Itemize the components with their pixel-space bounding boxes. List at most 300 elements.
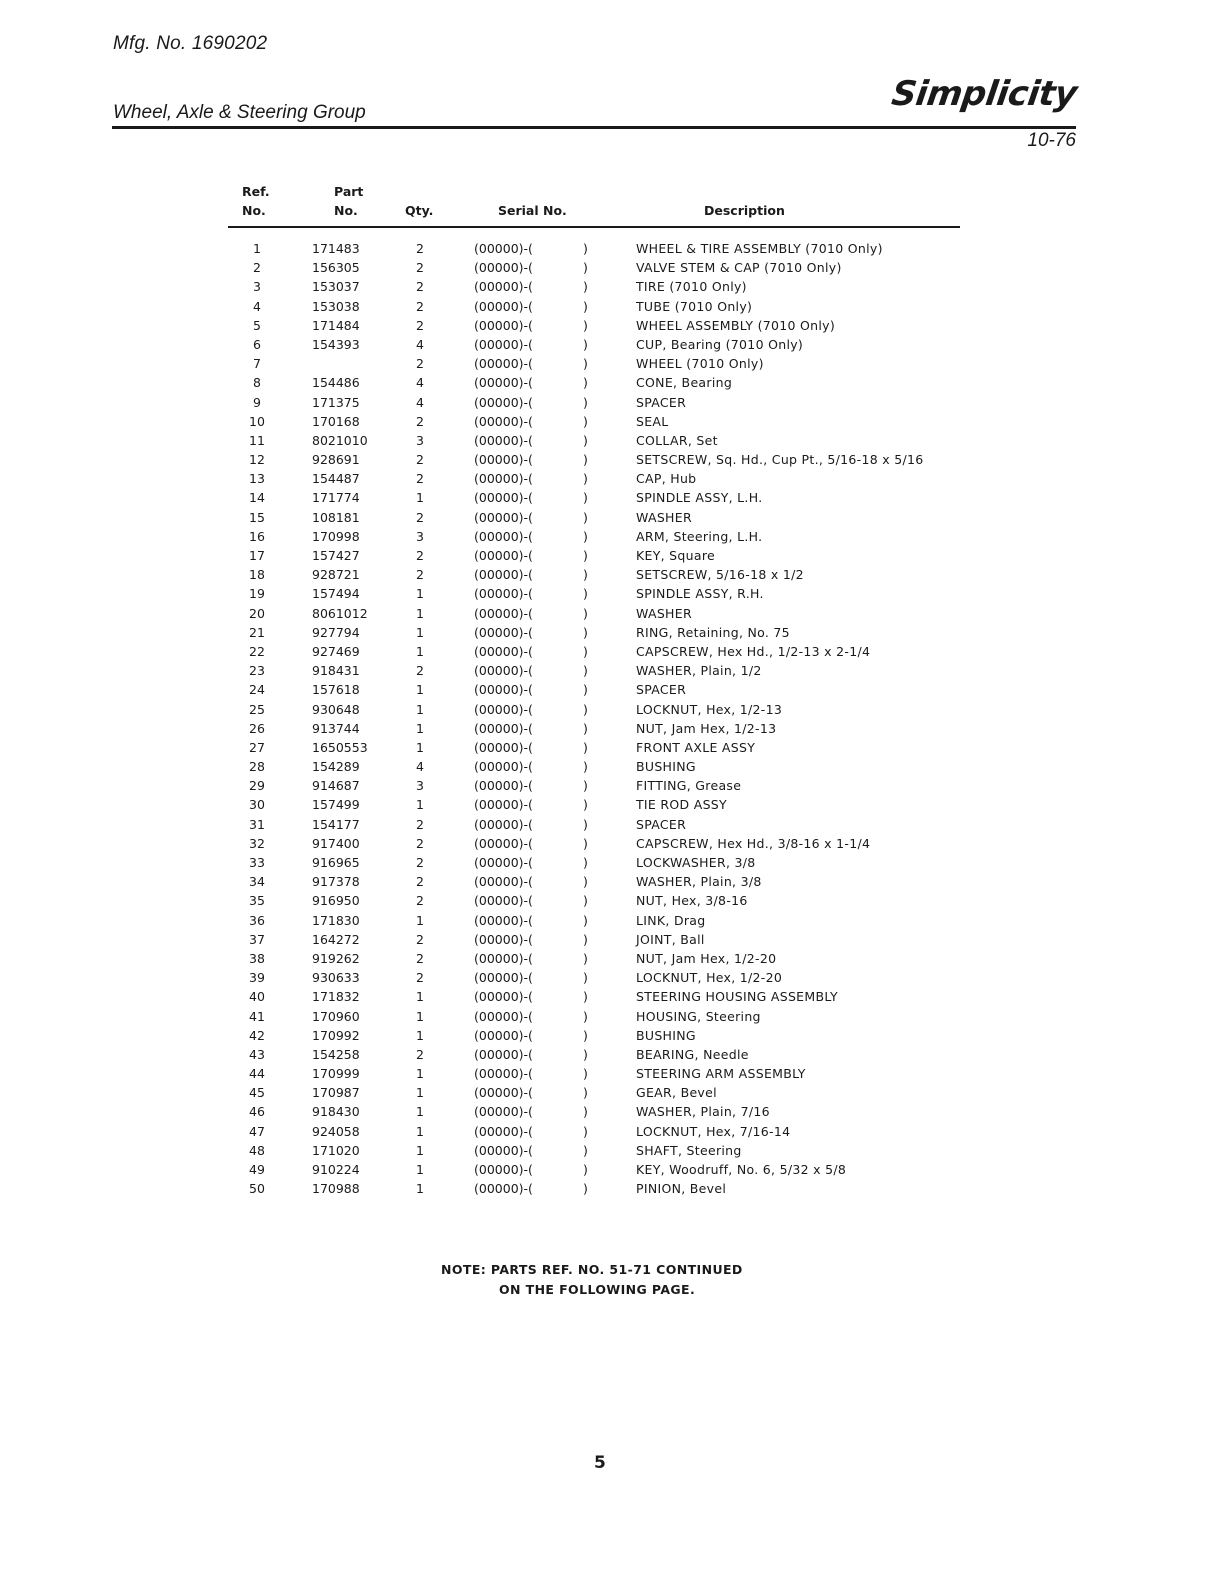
serial-bracket-cell: ) (583, 298, 588, 314)
table-row (228, 969, 960, 988)
quantity-cell: 2 (416, 298, 424, 314)
quantity-cell: 2 (416, 548, 424, 563)
serial-bracket-cell: ) (583, 452, 588, 468)
part-number-cell: 927794 (312, 624, 360, 640)
quantity-cell: 1 (416, 720, 424, 736)
description-cell: TIRE (7010 Only) (636, 279, 747, 295)
quantity-cell: 2 (416, 874, 424, 890)
serial-bracket-cell: ) (583, 912, 588, 928)
part-number-cell: 930633 (312, 970, 360, 986)
serial-bracket-cell: ) (583, 1085, 588, 1101)
serial-bracket-cell: ) (583, 509, 588, 525)
quantity-cell: 2 (416, 663, 424, 679)
serial-number-cell: (00000)-( (474, 1142, 533, 1158)
parts-table (228, 182, 960, 1199)
ref-cell: 45 (249, 1085, 265, 1101)
header-description: Description (704, 203, 785, 218)
part-number-cell: 170960 (312, 1008, 360, 1024)
part-number-cell: 171020 (312, 1142, 360, 1158)
serial-bracket-cell: ) (583, 413, 588, 429)
quantity-cell: 1 (416, 1104, 424, 1120)
ref-cell: 7 (253, 356, 261, 372)
table-row (228, 662, 960, 681)
table-row (228, 873, 960, 892)
quantity-cell: 1 (416, 1085, 424, 1101)
description-cell: VALVE STEM & CAP (7010 Only) (636, 260, 842, 276)
serial-number-cell: (00000)-( (474, 241, 533, 256)
description-cell: WASHER, Plain, 7/16 (636, 1104, 770, 1120)
part-number-cell: 171774 (312, 490, 360, 506)
ref-cell: 19 (249, 586, 265, 602)
serial-number-cell: (00000)-( (474, 797, 533, 813)
part-number-cell: 154393 (312, 336, 360, 352)
serial-bracket-cell: ) (583, 1027, 588, 1043)
serial-number-cell: (00000)-( (474, 1085, 533, 1101)
ref-cell: 29 (249, 778, 265, 794)
serial-bracket-cell: ) (583, 931, 588, 947)
serial-bracket-cell: ) (583, 1046, 588, 1062)
part-number-cell: 154258 (312, 1046, 360, 1062)
description-cell: CUP, Bearing (7010 Only) (636, 336, 804, 352)
serial-bracket-cell: ) (583, 336, 588, 352)
ref-cell: 30 (249, 797, 265, 813)
ref-cell: 38 (249, 950, 265, 966)
serial-number-cell: (00000)-( (474, 317, 533, 333)
part-number-cell: 917378 (312, 874, 360, 890)
description-cell: FRONT AXLE ASSY (636, 739, 756, 755)
description-cell: LOCKNUT, Hex, 1/2-20 (636, 970, 783, 986)
description-cell: NUT, Jam Hex, 1/2-13 (636, 720, 777, 736)
serial-number-cell: (00000)-( (474, 605, 533, 621)
serial-bracket-cell: ) (583, 605, 588, 621)
part-number-cell: 170992 (312, 1027, 360, 1043)
description-cell: HOUSING, Steering (636, 1008, 761, 1024)
part-number-cell: 157427 (312, 548, 360, 563)
description-cell: SPACER (636, 394, 687, 410)
part-number-cell: 930648 (312, 701, 360, 717)
ref-cell: 44 (249, 1066, 265, 1082)
serial-number-cell: (00000)-( (474, 778, 533, 794)
ref-cell: 14 (249, 490, 265, 506)
quantity-cell: 2 (416, 452, 424, 468)
serial-number-cell: (00000)-( (474, 567, 533, 583)
quantity-cell: 4 (416, 375, 424, 391)
ref-cell: 16 (249, 528, 265, 544)
serial-number-cell: (00000)-( (474, 1162, 533, 1177)
description-cell: WASHER (636, 605, 692, 621)
part-number-cell: 164272 (312, 931, 360, 947)
table-header (228, 182, 960, 226)
ref-cell: 8 (253, 375, 261, 391)
header-part-line2: No. (334, 203, 358, 218)
header-ref-line1: Ref. (242, 184, 270, 199)
part-number-cell: 170999 (312, 1066, 360, 1082)
ref-cell: 20 (249, 605, 265, 621)
quantity-cell: 1 (416, 605, 424, 621)
serial-number-cell: (00000)-( (474, 279, 533, 295)
part-number-cell: 917400 (312, 835, 360, 851)
description-cell: STEERING HOUSING ASSEMBLY (636, 989, 838, 1005)
serial-bracket-cell: ) (583, 1142, 588, 1158)
ref-cell: 39 (249, 970, 265, 986)
part-number-cell: 8061012 (312, 605, 368, 621)
table-row (228, 1103, 960, 1122)
serial-number-cell: (00000)-( (474, 1008, 533, 1024)
table-row (228, 451, 960, 470)
quantity-cell: 2 (416, 241, 424, 256)
serial-bracket-cell: ) (583, 356, 588, 372)
part-number-cell: 154177 (312, 816, 360, 832)
description-cell: CONE, Bearing (636, 375, 733, 391)
serial-number-cell: (00000)-( (474, 912, 533, 928)
table-row (228, 701, 960, 720)
ref-cell: 41 (249, 1008, 265, 1024)
part-number-cell: 170998 (312, 528, 360, 544)
serial-number-cell: (00000)-( (474, 931, 533, 947)
quantity-cell: 3 (416, 432, 424, 448)
part-number-cell: 916965 (312, 855, 360, 870)
quantity-cell: 1 (416, 701, 424, 717)
serial-number-cell: (00000)-( (474, 643, 533, 659)
serial-bracket-cell: ) (583, 1066, 588, 1082)
serial-number-cell: (00000)-( (474, 413, 533, 429)
ref-cell: 4 (253, 298, 261, 314)
ref-cell: 5 (253, 317, 261, 333)
part-number-cell: 156305 (312, 260, 360, 276)
table-row (228, 1046, 960, 1065)
serial-number-cell: (00000)-( (474, 739, 533, 755)
table-row (228, 528, 960, 547)
table-row (228, 240, 960, 259)
table-row (228, 720, 960, 739)
serial-bracket-cell: ) (583, 682, 588, 698)
table-row (228, 585, 960, 604)
quantity-cell: 2 (416, 835, 424, 851)
serial-bracket-cell: ) (583, 643, 588, 659)
ref-cell: 33 (249, 855, 265, 870)
table-row (228, 892, 960, 911)
serial-number-cell: (00000)-( (474, 701, 533, 717)
serial-number-cell: (00000)-( (474, 1181, 533, 1197)
serial-number-cell: (00000)-( (474, 298, 533, 314)
quantity-cell: 2 (416, 567, 424, 583)
quantity-cell: 1 (416, 739, 424, 755)
serial-number-cell: (00000)-( (474, 375, 533, 391)
serial-number-cell: (00000)-( (474, 432, 533, 448)
serial-number-cell: (00000)-( (474, 720, 533, 736)
description-cell: COLLAR, Set (636, 432, 718, 448)
table-row (228, 470, 960, 489)
serial-bracket-cell: ) (583, 816, 588, 832)
ref-cell: 26 (249, 720, 265, 736)
ref-cell: 48 (249, 1142, 265, 1158)
quantity-cell: 1 (416, 643, 424, 659)
ref-cell: 40 (249, 989, 265, 1005)
table-row (228, 739, 960, 758)
table-row (228, 547, 960, 566)
table-row (228, 374, 960, 393)
table-row (228, 643, 960, 662)
serial-number-cell: (00000)-( (474, 1123, 533, 1139)
part-number-cell: 170168 (312, 413, 360, 429)
description-cell: STEERING ARM ASSEMBLY (636, 1066, 806, 1082)
part-number-cell: 108181 (312, 509, 360, 525)
ref-cell: 43 (249, 1046, 265, 1062)
part-number-cell: 918431 (312, 663, 360, 679)
serial-bracket-cell: ) (583, 739, 588, 755)
ref-cell: 17 (249, 548, 265, 563)
serial-bracket-cell: ) (583, 759, 588, 775)
quantity-cell: 1 (416, 1066, 424, 1082)
brand-logo: Simplicity (888, 74, 1079, 114)
serial-bracket-cell: ) (583, 567, 588, 583)
description-cell: FITTING, Grease (636, 778, 742, 794)
ref-cell: 9 (253, 394, 261, 410)
description-cell: SHAFT, Steering (636, 1142, 742, 1158)
serial-number-cell: (00000)-( (474, 471, 533, 487)
description-cell: TIE ROD ASSY (636, 797, 727, 813)
ref-cell: 1 (253, 241, 261, 256)
description-cell: SETSCREW, 5/16-18 x 1/2 (636, 567, 804, 583)
ref-cell: 15 (249, 509, 265, 525)
serial-number-cell: (00000)-( (474, 835, 533, 851)
description-cell: SETSCREW, Sq. Hd., Cup Pt., 5/16-18 x 5/16 (636, 452, 924, 468)
serial-bracket-cell: ) (583, 950, 588, 966)
table-row (228, 394, 960, 413)
description-cell: KEY, Square (636, 548, 715, 563)
ref-cell: 46 (249, 1104, 265, 1120)
quantity-cell: 2 (416, 970, 424, 986)
header-ref-line2: No. (242, 203, 266, 218)
table-row (228, 1008, 960, 1027)
serial-number-cell: (00000)-( (474, 394, 533, 410)
table-row (228, 413, 960, 432)
serial-number-cell: (00000)-( (474, 950, 533, 966)
description-cell: BEARING, Needle (636, 1046, 749, 1062)
part-number-cell: 153037 (312, 279, 360, 295)
serial-number-cell: (00000)-( (474, 893, 533, 909)
table-row (228, 758, 960, 777)
serial-number-cell: (00000)-( (474, 586, 533, 602)
description-cell: RING, Retaining, No. 75 (636, 624, 790, 640)
note-line1: NOTE: PARTS REF. NO. 51-71 CONTINUED (441, 1262, 743, 1277)
table-row (228, 298, 960, 317)
table-row (228, 489, 960, 508)
serial-number-cell: (00000)-( (474, 970, 533, 986)
serial-bracket-cell: ) (583, 241, 588, 256)
part-number-cell: 157499 (312, 797, 360, 813)
part-number-cell: 171832 (312, 989, 360, 1005)
continuation-note (441, 1260, 743, 1300)
table-row (228, 624, 960, 643)
serial-number-cell: (00000)-( (474, 1104, 533, 1120)
serial-bracket-cell: ) (583, 471, 588, 487)
serial-number-cell: (00000)-( (474, 624, 533, 640)
part-number-cell: 1650553 (312, 739, 368, 755)
description-cell: TUBE (7010 Only) (636, 298, 753, 314)
quantity-cell: 1 (416, 1162, 424, 1177)
description-cell: ARM, Steering, L.H. (636, 528, 763, 544)
part-number-cell: 153038 (312, 298, 360, 314)
serial-number-cell: (00000)-( (474, 1027, 533, 1043)
quantity-cell: 1 (416, 682, 424, 698)
table-row (228, 566, 960, 585)
ref-cell: 22 (249, 643, 265, 659)
description-cell: WHEEL (7010 Only) (636, 356, 764, 372)
serial-bracket-cell: ) (583, 874, 588, 890)
description-cell: WHEEL & TIRE ASSEMBLY (7010 Only) (636, 241, 883, 256)
serial-bracket-cell: ) (583, 701, 588, 717)
quantity-cell: 1 (416, 1027, 424, 1043)
quantity-cell: 2 (416, 356, 424, 372)
description-cell: WASHER (636, 509, 692, 525)
quantity-cell: 2 (416, 1046, 424, 1062)
quantity-cell: 1 (416, 912, 424, 928)
header-part-line1: Part (334, 184, 364, 199)
serial-number-cell: (00000)-( (474, 356, 533, 372)
serial-number-cell: (00000)-( (474, 548, 533, 563)
ref-cell: 24 (249, 682, 265, 698)
serial-number-cell: (00000)-( (474, 682, 533, 698)
quantity-cell: 1 (416, 1123, 424, 1139)
header-underline (228, 226, 960, 228)
serial-bracket-cell: ) (583, 624, 588, 640)
description-cell: BUSHING (636, 1027, 696, 1043)
serial-bracket-cell: ) (583, 528, 588, 544)
table-row (228, 432, 960, 451)
serial-bracket-cell: ) (583, 855, 588, 870)
serial-bracket-cell: ) (583, 260, 588, 276)
ref-cell: 50 (249, 1181, 265, 1197)
table-row (228, 835, 960, 854)
description-cell: LOCKWASHER, 3/8 (636, 855, 756, 870)
ref-cell: 49 (249, 1162, 265, 1177)
ref-cell: 21 (249, 624, 265, 640)
table-row (228, 1142, 960, 1161)
ref-cell: 10 (249, 413, 265, 429)
serial-number-cell: (00000)-( (474, 490, 533, 506)
table-row (228, 1027, 960, 1046)
description-cell: WASHER, Plain, 3/8 (636, 874, 762, 890)
quantity-cell: 1 (416, 797, 424, 813)
ref-cell: 34 (249, 874, 265, 890)
quantity-cell: 4 (416, 394, 424, 410)
ref-cell: 25 (249, 701, 265, 717)
part-number-cell: 171375 (312, 394, 360, 410)
part-number-cell: 927469 (312, 643, 360, 659)
ref-cell: 6 (253, 336, 261, 352)
description-cell: SPINDLE ASSY, R.H. (636, 586, 764, 602)
serial-number-cell: (00000)-( (474, 1046, 533, 1062)
quantity-cell: 1 (416, 1142, 424, 1158)
ref-cell: 35 (249, 893, 265, 909)
description-cell: SEAL (636, 413, 669, 429)
serial-number-cell: (00000)-( (474, 759, 533, 775)
table-row (228, 1180, 960, 1199)
description-cell: SPACER (636, 816, 687, 832)
description-cell: PINION, Bevel (636, 1181, 727, 1197)
serial-bracket-cell: ) (583, 970, 588, 986)
ref-cell: 12 (249, 452, 265, 468)
table-row (228, 1123, 960, 1142)
serial-bracket-cell: ) (583, 835, 588, 851)
mfg-number: Mfg. No. 1690202 (113, 33, 268, 54)
group-title: Wheel, Axle & Steering Group (113, 102, 366, 123)
table-row (228, 854, 960, 873)
serial-bracket-cell: ) (583, 490, 588, 506)
table-row (228, 816, 960, 835)
description-cell: NUT, Hex, 3/8-16 (636, 893, 748, 909)
ref-cell: 3 (253, 279, 261, 295)
description-cell: CAP, Hub (636, 471, 697, 487)
part-number-cell: 171830 (312, 912, 360, 928)
part-number-cell: 157618 (312, 682, 360, 698)
table-row (228, 605, 960, 624)
table-row (228, 950, 960, 969)
serial-bracket-cell: ) (583, 720, 588, 736)
description-cell: NUT, Jam Hex, 1/2-20 (636, 950, 777, 966)
page-number: 5 (594, 1453, 606, 1473)
serial-number-cell: (00000)-( (474, 874, 533, 890)
serial-bracket-cell: ) (583, 989, 588, 1005)
quantity-cell: 2 (416, 855, 424, 870)
description-cell: BUSHING (636, 759, 696, 775)
serial-number-cell: (00000)-( (474, 816, 533, 832)
table-row (228, 1065, 960, 1084)
serial-bracket-cell: ) (583, 1123, 588, 1139)
part-number-cell: 919262 (312, 950, 360, 966)
part-number-cell: 928721 (312, 567, 360, 583)
serial-bracket-cell: ) (583, 1181, 588, 1197)
description-cell: SPACER (636, 682, 687, 698)
quantity-cell: 1 (416, 586, 424, 602)
part-number-cell: 928691 (312, 452, 360, 468)
ref-cell: 37 (249, 931, 265, 947)
description-cell: CAPSCREW, Hex Hd., 1/2-13 x 2-1/4 (636, 643, 871, 659)
serial-number-cell: (00000)-( (474, 528, 533, 544)
ref-cell: 27 (249, 739, 265, 755)
table-row (228, 317, 960, 336)
ref-cell: 28 (249, 759, 265, 775)
serial-bracket-cell: ) (583, 778, 588, 794)
serial-bracket-cell: ) (583, 1104, 588, 1120)
description-cell: LINK, Drag (636, 912, 706, 928)
ref-cell: 2 (253, 260, 261, 276)
header-serial: Serial No. (498, 203, 567, 218)
serial-bracket-cell: ) (583, 1162, 588, 1177)
table-row (228, 988, 960, 1007)
quantity-cell: 2 (416, 413, 424, 429)
quantity-cell: 2 (416, 931, 424, 947)
serial-number-cell: (00000)-( (474, 1066, 533, 1082)
part-number-cell: 916950 (312, 893, 360, 909)
part-number-cell: 914687 (312, 778, 360, 794)
ref-cell: 18 (249, 567, 265, 583)
serial-bracket-cell: ) (583, 317, 588, 333)
description-cell: GEAR, Bevel (636, 1085, 717, 1101)
ref-cell: 31 (249, 816, 265, 832)
serial-number-cell: (00000)-( (474, 336, 533, 352)
description-cell: LOCKNUT, Hex, 7/16-14 (636, 1123, 791, 1139)
serial-bracket-cell: ) (583, 797, 588, 813)
serial-bracket-cell: ) (583, 1008, 588, 1024)
table-row (228, 912, 960, 931)
quantity-cell: 1 (416, 1181, 424, 1197)
part-number-cell: 170987 (312, 1085, 360, 1101)
serial-bracket-cell: ) (583, 893, 588, 909)
description-cell: WHEEL ASSEMBLY (7010 Only) (636, 317, 836, 333)
ref-cell: 36 (249, 912, 265, 928)
